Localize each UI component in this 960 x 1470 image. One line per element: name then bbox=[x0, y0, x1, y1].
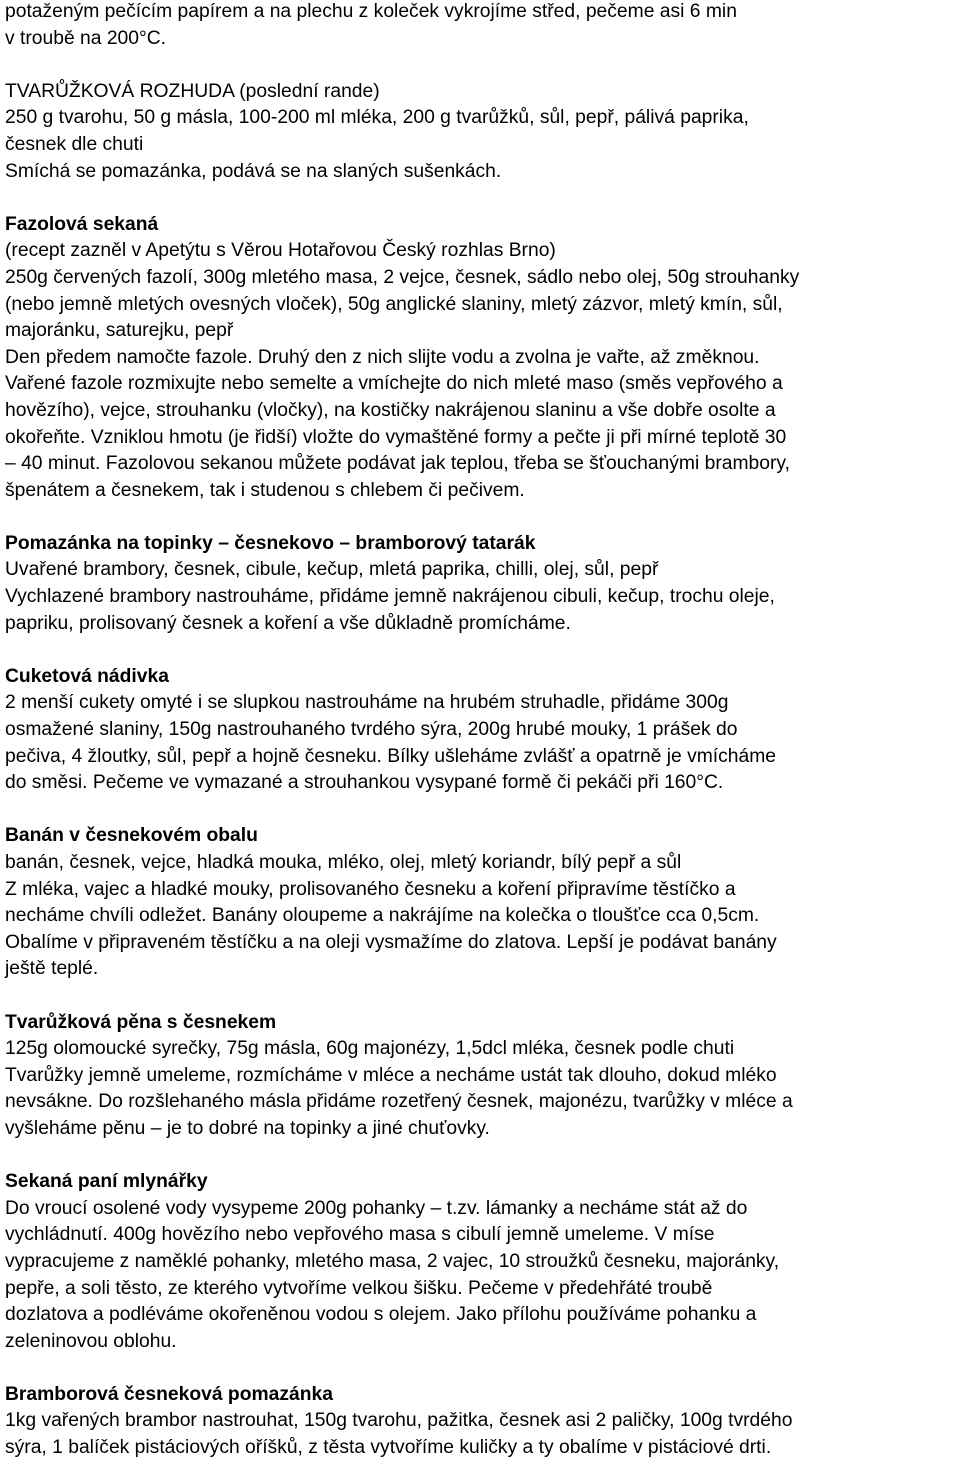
recipe-title: Cuketová nádivka bbox=[5, 665, 169, 687]
text-line: hovězího), vejce, strouhanku (vločky), na kostičky nakrájenou slaninu a vše dobře osolte a bbox=[5, 399, 776, 421]
recipe-section bbox=[5, 1169, 952, 1355]
recipe-title: Banán v česnekovém obalu bbox=[5, 825, 258, 847]
text-line: do směsi. Pečeme ve vymazané a strouhankou vysypané formě či pekáči při 160°C. bbox=[5, 772, 724, 794]
text-line: potaženým pečícím papírem a na plechu z koleček vykrojíme střed, pečeme asi 6 min bbox=[5, 1, 737, 22]
text-line: sýra, 1 balíček pistáciových oříšků, z těsta vytvoříme kuličky a ty obalíme v pistáciové drti. bbox=[5, 1437, 772, 1459]
text-line: osmažené slaniny, 150g nastrouhaného tvrdého sýra, 200g hrubé mouky, 1 prášek do bbox=[5, 719, 738, 741]
text-line: Smíchá se pomazánka, podává se na slaných sušenkách. bbox=[5, 160, 502, 182]
text-line: papriku, prolisovaný česnek a koření a vše důkladně promícháme. bbox=[5, 612, 571, 634]
text-line: vypracujeme z naměklé pohanky, mletého masa, 2 vajec, 10 stroužků česneku, majoránky, bbox=[5, 1250, 780, 1272]
text-line: dozlatova a podléváme okořeněnou vodou s olejem. Jako přílohu používáme pohanku a bbox=[5, 1304, 757, 1326]
recipe-title: Pomazánka na topinky – česnekovo – bramborový tatarák bbox=[5, 532, 536, 554]
text-line: 2 menší cukety omyté i se slupkou nastrouháme na hrubém struhadle, přidáme 300g bbox=[5, 692, 729, 714]
text-line: banán, česnek, vejce, hladká mouka, mléko, olej, mletý koriandr, bílý pepř a sůl bbox=[5, 852, 682, 873]
text-line: Do vroucí osolené vody vysypeme 200g pohanky – t.zv. lámanky a necháme stát až do bbox=[5, 1197, 748, 1219]
text-line: 125g olomoucké syrečky, 75g másla, 60g majonézy, 1,5dcl mléka, česnek podle chuti bbox=[5, 1038, 735, 1060]
text-line: vychládnutí. 400g hovězího nebo vepřového masa s cibulí jemně umeleme. V míse bbox=[5, 1224, 715, 1246]
text-line: Vařené fazole rozmixujte nebo semelte a vmíchejte do nich mleté maso (směs vepřového a bbox=[5, 373, 783, 395]
text-line: česnek dle chuti bbox=[5, 133, 144, 155]
recipe-title: Fazolová sekaná bbox=[5, 213, 159, 235]
text-line: ještě teplé. bbox=[5, 958, 99, 980]
recipe-title: Bramborová česneková pomazánka bbox=[5, 1383, 333, 1405]
text-line: Vychlazené brambory nastrouháme, přidáme jemně nakrájenou cibuli, kečup, trochu oleje, bbox=[5, 586, 775, 608]
text-line: Den předem namočte fazole. Druhý den z nich slijte vodu a zvolna je vařte, až změknou. bbox=[5, 346, 760, 368]
text-line: Tvarůžky jemně umeleme, rozmícháme v mléce a necháme ustát tak dlouho, dokud mléko bbox=[5, 1064, 777, 1086]
text-line: pepře, a soli těsto, ze kterého vytvoříme velkou šišku. Pečeme v předehřáté troubě bbox=[5, 1277, 713, 1299]
text-line: špenátem a česnekem, tak i studenou s chlebem či pečivem. bbox=[5, 479, 525, 501]
text-line: okořeňte. Vzniklou hmotu (je řidší) vložte do vymaštěné formy a pečte ji při mírné teplotě 30 bbox=[5, 426, 787, 448]
recipe-section bbox=[5, 823, 952, 983]
text-line: nevsákne. Do rozšlehaného másla přidáme rozetřený česnek, majonézu, tvarůžky v mléce a bbox=[5, 1091, 793, 1113]
text-line: 1kg vařených brambor nastrouhat, 150g tvarohu, pažitka, česnek asi 2 paličky, 100g tvrdého bbox=[5, 1410, 793, 1432]
text-line: – 40 minut. Fazolovou sekanou můžete podávat jak teplou, třeba se šťouchanými brambory, bbox=[5, 453, 790, 475]
recipe-title: TVARŮŽKOVÁ ROZHUDA (poslední rande) bbox=[5, 80, 380, 102]
text-line: (recept zazněl v Apetýtu s Věrou Hotařovou Český rozhlas Brno) bbox=[5, 240, 556, 262]
text-line: v troubě na 200°C. bbox=[5, 27, 166, 49]
text-line: zeleninovou oblohu. bbox=[5, 1330, 177, 1352]
text-line: Uvařené brambory, česnek, cibule, kečup, mletá paprika, chilli, olej, sůl, pepř bbox=[5, 559, 659, 581]
recipe-title: Tvarůžková pěna s česnekem bbox=[5, 1011, 277, 1033]
text-line: vyšleháme pěnu – je to dobré na topinky a jiné chuťovky. bbox=[5, 1117, 490, 1139]
text-line: necháme chvíli odležet. Banány oloupeme a nakrájíme na kolečka o tloušťce cca 0,5cm. bbox=[5, 905, 760, 927]
text-line: pečiva, 4 žloutky, sůl, pepř a hojně česneku. Bílky ušleháme zvlášť a opatrně je vmícháme bbox=[5, 745, 777, 767]
recipe-section bbox=[5, 664, 952, 797]
text-line: majoránku, saturejku, pepř bbox=[5, 320, 234, 342]
text-line: Obalíme v připraveném těstíčku a na oleji vysmažíme do zlatova. Lepší je podávat banány bbox=[5, 931, 777, 953]
recipe-section bbox=[5, 79, 952, 185]
recipe-section bbox=[5, 1010, 952, 1143]
recipe-section bbox=[5, 531, 952, 637]
text-line: 250g červených fazolí, 300g mletého masa, 2 vejce, česnek, sádlo nebo olej, 50g strouhanky bbox=[5, 266, 800, 288]
text-line: 250 g tvarohu, 50 g másla, 100-200 ml mléka, 200 g tvarůžků, sůl, pepř, pálivá paprika, bbox=[5, 107, 749, 129]
text-line: Z mléka, vajec a hladké mouky, prolisovaného česneku a koření připravíme těstíčko a bbox=[5, 878, 736, 900]
continued-text bbox=[5, 0, 952, 52]
recipe-title: Sekaná paní mlynářky bbox=[5, 1171, 208, 1193]
recipe-section bbox=[5, 212, 952, 505]
text-line: (nebo jemně mletých ovesných vloček), 50g anglické slaniny, mletý zázvor, mletý kmín, sůl, bbox=[5, 293, 783, 315]
recipe-section bbox=[5, 1382, 952, 1462]
